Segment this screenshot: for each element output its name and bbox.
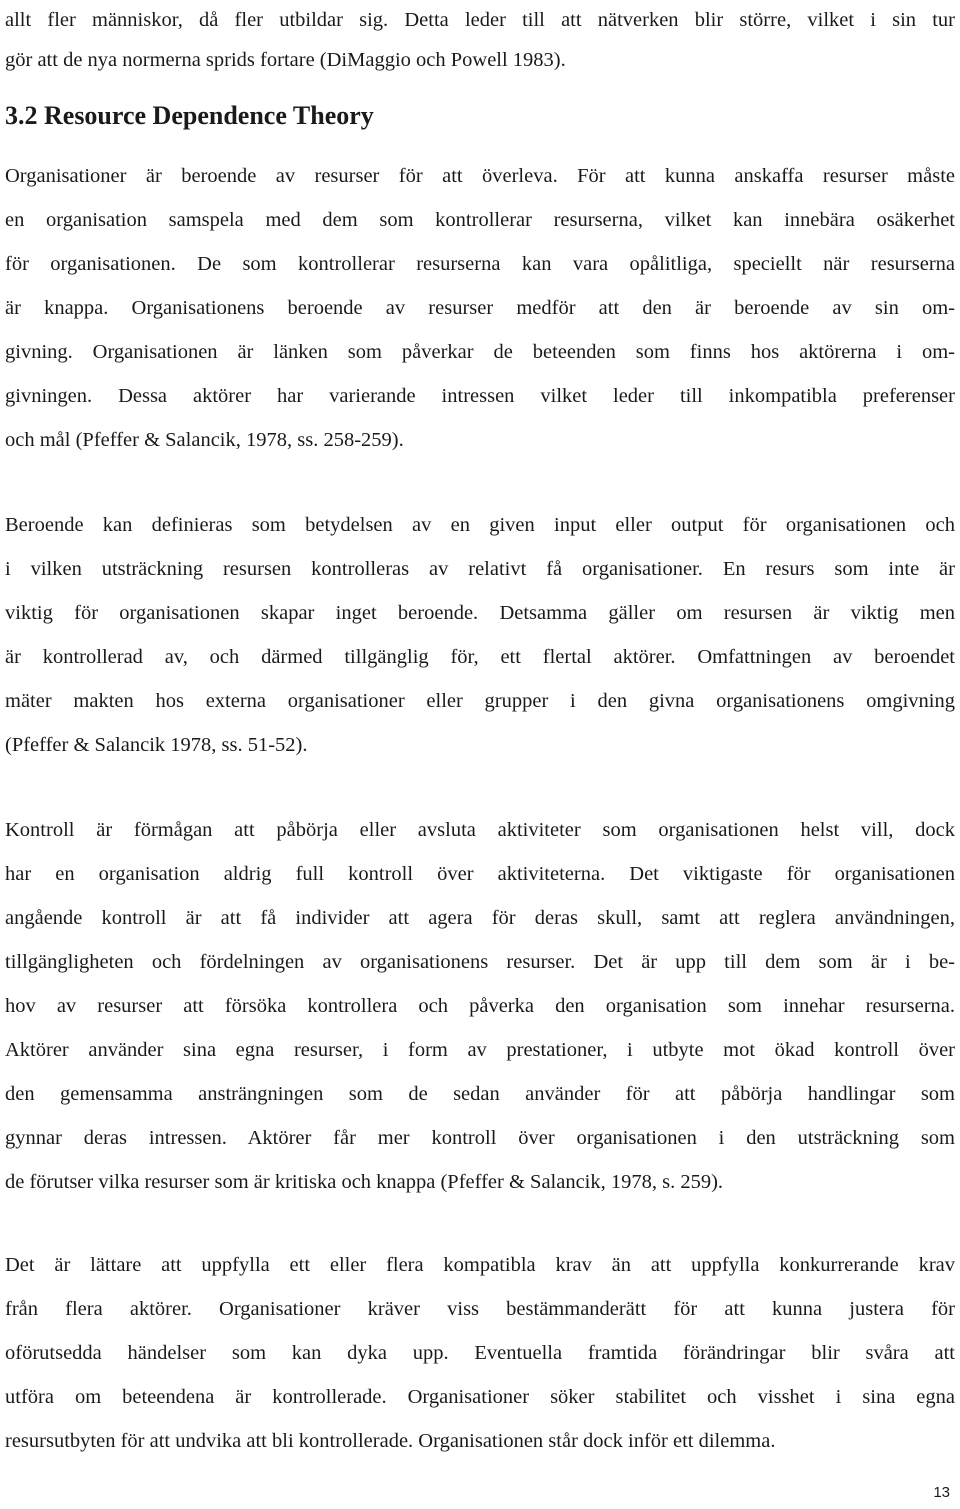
text-line: angående kontroll är att få individer att agera för deras skull, samt att reglera användningen, — [5, 907, 955, 929]
text-line: (Pfeffer & Salancik 1978, ss. 51-52). — [5, 734, 308, 756]
text-line: Det är lättare att uppfylla ett eller flera kompatibla krav än att uppfylla konkurrerande krav — [5, 1254, 955, 1276]
text-line: Beroende kan definieras som betydelsen av en given input eller output för organisationen och — [5, 514, 955, 536]
text-line: Kontroll är förmågan att påbörja eller avsluta aktiviteter som organisationen helst vill, dock — [5, 819, 955, 841]
text-line: hov av resurser att försöka kontrollera och påverka den organisation som innehar resurserna. — [5, 995, 955, 1017]
text-line: och mål (Pfeffer & Salancik, 1978, ss. 258-259). — [5, 429, 404, 451]
text-line: Organisationer är beroende av resurser för att överleva. För att kunna anskaffa resurser måste — [5, 165, 955, 187]
text-line: den gemensamma ansträngningen som de sedan använder för att påbörja handlingar som — [5, 1083, 955, 1105]
text-line: för organisationen. De som kontrollerar resurserna kan vara opålitliga, speciellt när resurserna — [5, 253, 955, 275]
text-line: är knappa. Organisationens beroende av resurser medför att den är beroende av sin om- — [5, 297, 955, 319]
text-line: tillgängligheten och fördelningen av organisationens resurser. Det är upp till dem som är i be- — [5, 951, 955, 973]
paragraph-compatible-demands — [5, 1243, 955, 1463]
text-line: viktig för organisationen skapar inget beroende. Detsamma gäller om resursen är viktig men — [5, 602, 955, 624]
text-line: är kontrollerad av, och därmed tillgänglig för, ett flertal aktörer. Omfattningen av beroendet — [5, 646, 955, 668]
text-line: har en organisation aldrig full kontroll över aktiviteterna. Det viktigaste för organisationen — [5, 863, 955, 885]
paragraph-control — [5, 808, 955, 1204]
text-line: givning. Organisationen är länken som påverkar de beteenden som finns hos aktörerna i om- — [5, 341, 955, 363]
page-number: 13 — [933, 1484, 950, 1501]
intro-paragraph — [5, 0, 955, 80]
paragraph-resource-dependence — [5, 154, 955, 462]
text-line: allt fler människor, då fler utbildar sig. Detta leder till att nätverken blir större, vilket i sin tur — [5, 9, 955, 31]
text-line: resursutbyten för att undvika att bli kontrollerade. Organisationen står dock inför ett dilemma. — [5, 1430, 776, 1452]
section-heading: 3.2 Resource Dependence Theory — [5, 101, 374, 130]
text-line: från flera aktörer. Organisationer kräver viss bestämmanderätt för att kunna justera för — [5, 1298, 955, 1320]
text-line: de förutser vilka resurser som är kritiska och knappa (Pfeffer & Salancik, 1978, s. 259). — [5, 1171, 724, 1193]
text-line: en organisation samspela med dem som kontrollerar resurserna, vilket kan innebära osäkerhet — [5, 209, 955, 231]
text-line: Aktörer använder sina egna resurser, i form av prestationer, i utbyte mot ökad kontroll över — [5, 1039, 955, 1061]
text-line: gynnar deras intressen. Aktörer får mer kontroll över organisationen i den utsträckning som — [5, 1127, 955, 1149]
text-line: mäter makten hos externa organisationer eller grupper i den givna organisationens omgivning — [5, 690, 955, 712]
text-line: utföra om beteendena är kontrollerade. Organisationer söker stabilitet och visshet i sina egna — [5, 1386, 955, 1408]
paragraph-dependence-definition — [5, 503, 955, 767]
text-line: i vilken utsträckning resursen kontrolleras av relativt få organisationer. En resurs som inte är — [5, 558, 955, 580]
text-line: givningen. Dessa aktörer har varierande intressen vilket leder till inkompatibla preferenser — [5, 385, 955, 407]
text-line: oförutsedda händelser som kan dyka upp. Eventuella framtida förändringar blir svåra att — [5, 1342, 955, 1364]
text-line: gör att de nya normerna sprids fortare (DiMaggio och Powell 1983). — [5, 49, 566, 71]
